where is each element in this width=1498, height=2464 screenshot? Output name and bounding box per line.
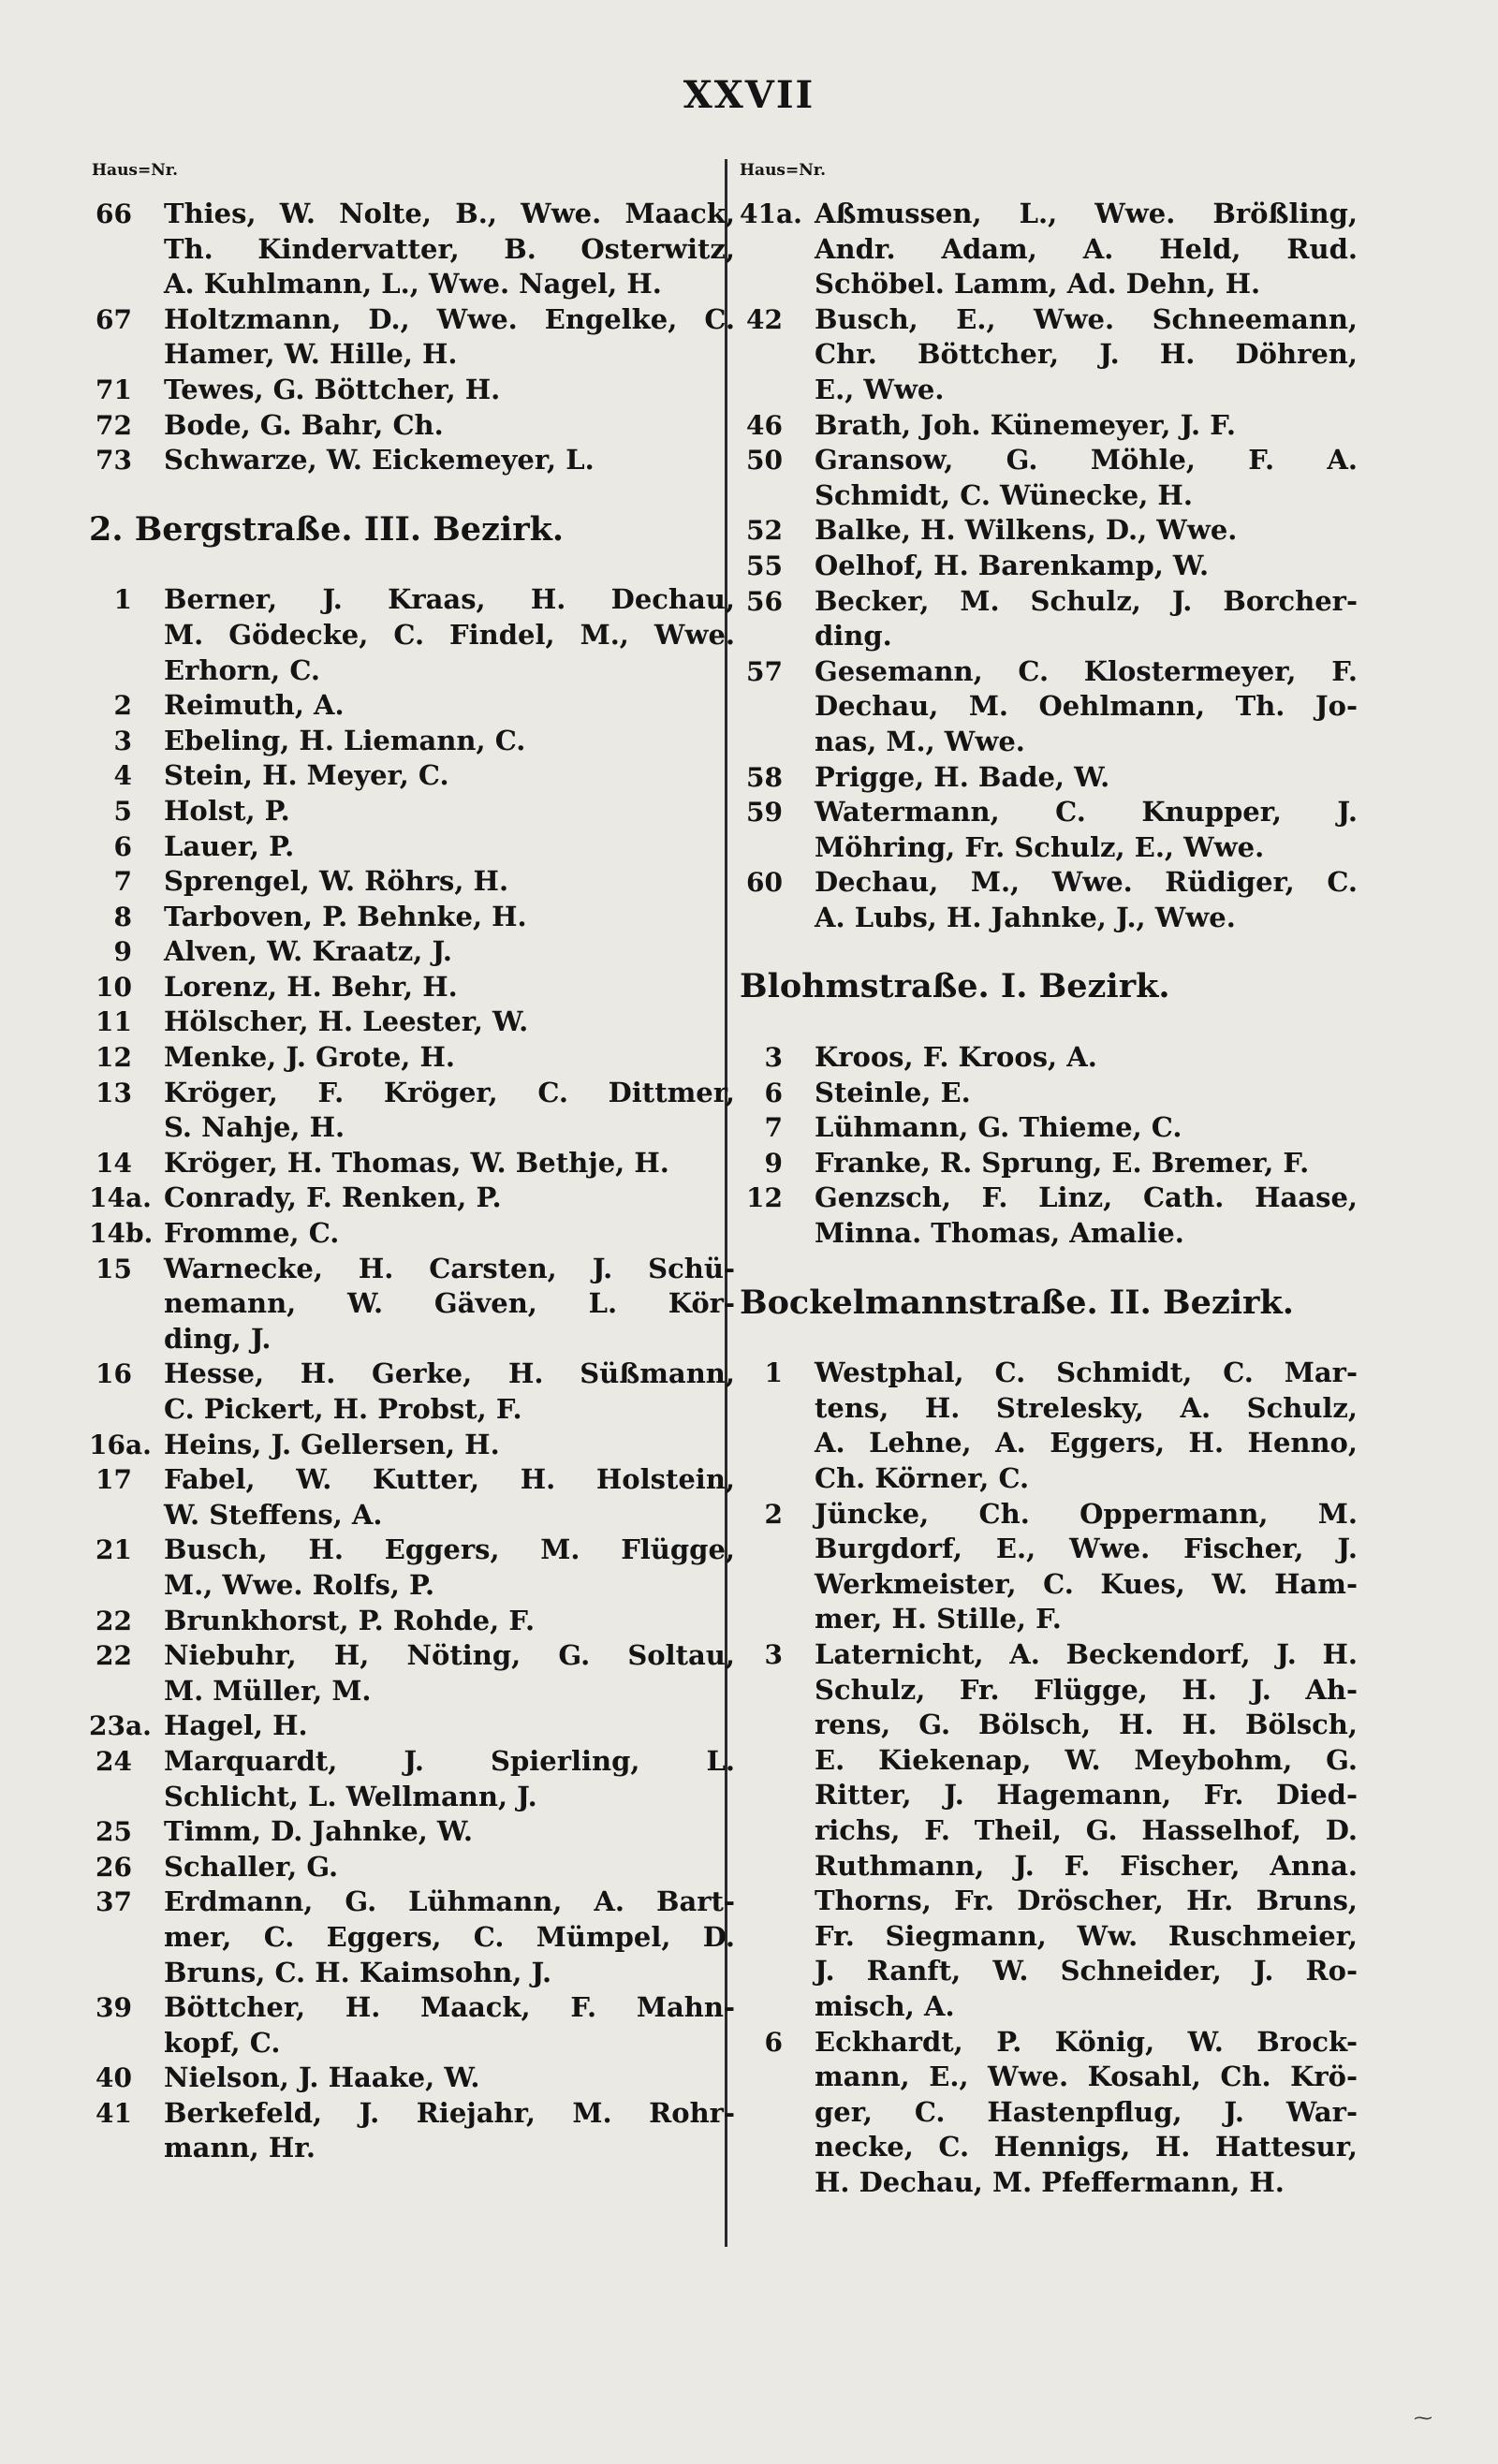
directory-entry — [740, 795, 1358, 865]
house-number: 9 — [764, 1147, 783, 1179]
directory-entry — [89, 302, 735, 373]
house-number: 8 — [113, 901, 132, 932]
house-number: 22 — [95, 1605, 132, 1636]
resident-names-line: Sprengel, W. Röhrs, H. — [164, 865, 509, 898]
resident-names-line: Timm, D. Jahnke, W. — [164, 1815, 474, 1848]
street-heading: Blohmstraße. I. Bezirk. — [740, 967, 1170, 1006]
house-number: 7 — [113, 866, 132, 898]
resident-names-line: Kröger, H. Thomas, W. Bethje, H. — [164, 1146, 669, 1179]
house-number: 21 — [95, 1534, 132, 1566]
resident-names-line: Gesemann, C. Klostermeyer, F. — [815, 654, 1358, 687]
page-edge-mark: ⁓ — [1414, 2406, 1432, 2428]
resident-names-line: Gransow, G. Möhle, F. A. — [815, 444, 1358, 477]
directory-entry — [89, 1533, 735, 1603]
resident-names-line: S. Nahje, H. — [164, 1111, 345, 1144]
house-number: 14a. — [89, 1182, 152, 1214]
directory-entry — [89, 688, 735, 724]
resident-names-line: Menke, J. Grote, H. — [164, 1041, 455, 1074]
resident-names-line: Hölscher, H. Leester, W. — [164, 1005, 529, 1038]
directory-entry — [740, 1040, 1358, 1076]
resident-names-line: Franke, R. Sprung, E. Bremer, F. — [815, 1146, 1310, 1179]
directory-entry — [89, 1814, 735, 1850]
resident-names-line: tens, H. Strelesky, A. Schulz, — [815, 1391, 1358, 1424]
resident-names-line: Conrady, F. Renken, P. — [164, 1181, 502, 1214]
resident-names-line: M. Müller, M. — [164, 1674, 372, 1707]
resident-names-line: Thies, W. Nolte, B., Wwe. Maack, — [164, 198, 735, 229]
house-number: 9 — [113, 936, 132, 968]
resident-names-line: Fabel, W. Kutter, H. Holstein, — [164, 1463, 735, 1496]
resident-names-line: Marquardt, J. Spierling, L. — [164, 1744, 735, 1777]
directory-entry — [89, 1216, 735, 1252]
resident-names-line: Dechau, M., Wwe. Rüdiger, C. — [815, 866, 1358, 899]
resident-names-line: misch, A. — [815, 1989, 955, 2022]
directory-entry — [740, 760, 1358, 796]
resident-names-line: Th. Kindervatter, B. Osterwitz, — [164, 232, 735, 265]
directory-entry — [89, 829, 735, 865]
directory-entry — [740, 197, 1358, 302]
resident-names-line: Balke, H. Wilkens, D., Wwe. — [815, 514, 1238, 547]
street-heading: 2. Bergstraße. III. Bezirk. — [89, 509, 565, 549]
directory-entry — [740, 1356, 1358, 1496]
resident-names-line: Aßmussen, L., Wwe. Brößling, — [815, 198, 1358, 229]
resident-names-line: nemann, W. Gäven, L. Kör- — [164, 1287, 735, 1320]
resident-names-line: W. Steffens, A. — [164, 1498, 383, 1531]
directory-entry — [89, 1462, 735, 1533]
house-number: 25 — [95, 1816, 132, 1848]
house-number: 5 — [113, 795, 132, 827]
house-number: 16 — [95, 1358, 132, 1390]
directory-entry — [89, 1638, 735, 1709]
street-heading: Bockelmannstraße. II. Bezirk. — [740, 1283, 1294, 1322]
resident-names-line: nas, M., Wwe. — [815, 725, 1025, 757]
resident-names-line: Ruthmann, J. F. Fischer, Anna. — [815, 1849, 1358, 1882]
directory-entry — [89, 1744, 735, 1814]
resident-names-line: Niebuhr, H, Nöting, G. Soltau, — [164, 1639, 735, 1672]
directory-entry — [89, 582, 735, 688]
resident-names-line: Ch. Körner, C. — [815, 1462, 1030, 1494]
resident-names-line: Reimuth, A. — [164, 689, 345, 722]
resident-names-line: ding, J. — [164, 1322, 272, 1355]
house-number: 41 — [95, 2097, 132, 2129]
house-number: 11 — [95, 1006, 132, 1038]
house-number: 3 — [113, 725, 132, 756]
house-number: 23a. — [89, 1710, 152, 1742]
house-number: 7 — [764, 1112, 783, 1144]
house-number: 59 — [746, 797, 783, 829]
house-number: 1 — [764, 1357, 783, 1389]
house-number: 1 — [113, 584, 132, 616]
directory-entry — [89, 2096, 735, 2166]
directory-entry — [89, 864, 735, 900]
resident-names-line: E. Kiekenap, W. Meybohm, G. — [815, 1743, 1358, 1776]
resident-names-line: rens, G. Bölsch, H. H. Bölsch, — [815, 1709, 1358, 1741]
directory-entry — [89, 934, 735, 970]
directory-entry — [740, 408, 1358, 444]
directory-entry — [89, 1850, 735, 1885]
resident-names-line: M., Wwe. Rolfs, P. — [164, 1568, 435, 1601]
house-number: 16a. — [89, 1429, 152, 1460]
resident-names-line: Becker, M. Schulz, J. Borcher- — [815, 584, 1358, 617]
house-number: 73 — [95, 445, 132, 477]
resident-names-line: Schmidt, C. Wünecke, H. — [815, 478, 1193, 511]
resident-names-line: Dechau, M. Oehlmann, Th. Jo- — [815, 690, 1358, 723]
house-number: 14 — [95, 1147, 132, 1179]
resident-names-line: Warnecke, H. Carsten, J. Schü- — [164, 1252, 735, 1284]
directory-entry — [740, 1181, 1358, 1251]
resident-names-line: Berner, J. Kraas, H. Dechau, — [164, 583, 735, 616]
directory-entry — [89, 970, 735, 1005]
house-number: 6 — [764, 1077, 783, 1108]
resident-names-line: Schlicht, L. Wellmann, J. — [164, 1780, 537, 1812]
resident-names-line: J. Ranft, W. Schneider, J. Ro- — [815, 1955, 1358, 1987]
house-number: 6 — [113, 830, 132, 862]
resident-names-line: Busch, H. Eggers, M. Flügge, — [164, 1533, 735, 1566]
resident-names-line: Alven, W. Kraatz, J. — [164, 935, 453, 968]
house-number: 58 — [746, 761, 783, 793]
house-number: 26 — [95, 1851, 132, 1883]
resident-names-line: Berkefeld, J. Riejahr, M. Rohr- — [164, 2096, 735, 2129]
house-number: 66 — [95, 198, 132, 229]
resident-names-line: Böttcher, H. Maack, F. Mahn- — [164, 1991, 735, 2024]
house-number: 67 — [95, 303, 132, 335]
resident-names-line: Thorns, Fr. Dröscher, Hr. Bruns, — [815, 1885, 1358, 1917]
resident-names-line: Prigge, H. Bade, W. — [815, 760, 1110, 793]
house-number: 6 — [764, 2026, 783, 2058]
resident-names-line: Holst, P. — [164, 794, 290, 827]
resident-names-line: mer, H. Stille, F. — [815, 1603, 1062, 1635]
directory-entry — [89, 1252, 735, 1357]
house-number: 46 — [746, 409, 783, 441]
resident-names-line: Chr. Böttcher, J. H. Döhren, — [815, 338, 1358, 371]
house-number: 56 — [746, 585, 783, 617]
resident-names-line: Fromme, C. — [164, 1217, 340, 1250]
resident-names-line: Genzsch, F. Linz, Cath. Haase, — [815, 1181, 1358, 1214]
house-number: 2 — [764, 1498, 783, 1530]
directory-entry — [740, 1637, 1358, 2025]
house-number: 3 — [764, 1042, 783, 1074]
resident-names-line: A. Lehne, A. Eggers, H. Henno, — [815, 1427, 1358, 1459]
directory-entry — [89, 1146, 735, 1181]
directory-entry — [89, 1604, 735, 1639]
resident-names-line: C. Pickert, H. Probst, F. — [164, 1393, 522, 1425]
resident-names-line: necke, C. Hennigs, H. Hattesur, — [815, 2131, 1358, 2163]
house-number: 52 — [746, 515, 783, 547]
resident-names-line: Kröger, F. Kröger, C. Dittmer, — [164, 1076, 735, 1108]
resident-names-line: Hamer, W. Hille, H. — [164, 338, 458, 371]
resident-names-line: Tewes, G. Böttcher, H. — [164, 373, 501, 405]
directory-entry — [89, 1885, 735, 1990]
house-number-header-left: Haus=Nr. — [92, 161, 179, 180]
resident-names-line: kopf, C. — [164, 2026, 281, 2059]
directory-entry — [740, 549, 1358, 584]
house-number: 60 — [746, 867, 783, 899]
directory-entry — [89, 758, 735, 794]
directory-entry — [740, 1497, 1358, 1637]
directory-entry — [740, 1076, 1358, 1111]
house-number: 14b. — [89, 1218, 154, 1250]
resident-names-line: Lorenz, H. Behr, H. — [164, 970, 458, 1003]
resident-names-line: ding. — [815, 620, 892, 653]
resident-names-line: Fr. Siegmann, Ww. Ruschmeier, — [815, 1919, 1358, 1952]
resident-names-line: ger, C. Hastenpflug, J. War- — [815, 2095, 1358, 2128]
house-number: 4 — [113, 760, 132, 792]
house-number: 2 — [113, 690, 132, 722]
resident-names-line: H. Dechau, M. Pfeffermann, H. — [815, 2165, 1285, 2198]
resident-names-line: Stein, H. Meyer, C. — [164, 759, 449, 792]
resident-names-line: richs, F. Theil, G. Hasselhof, D. — [815, 1813, 1358, 1846]
resident-names-line: Lauer, P. — [164, 829, 295, 862]
resident-names-line: Minna. Thomas, Amalie. — [815, 1217, 1184, 1250]
directory-entry — [89, 197, 735, 302]
resident-names-line: Laternicht, A. Beckendorf, J. H. — [815, 1637, 1358, 1670]
house-number: 57 — [746, 655, 783, 687]
resident-names-line: Schwarze, W. Eickemeyer, L. — [164, 444, 595, 477]
house-number: 24 — [95, 1745, 132, 1777]
house-number: 12 — [746, 1182, 783, 1214]
page-number: XXVII — [683, 73, 815, 117]
house-number: 55 — [746, 550, 783, 581]
directory-entry — [89, 1357, 735, 1427]
directory-entry — [740, 302, 1358, 408]
resident-names-line: Eckhardt, P. König, W. Brock- — [815, 2025, 1358, 2058]
resident-names-line: Tarboven, P. Behnke, H. — [164, 900, 527, 932]
left-column — [89, 197, 735, 2166]
resident-names-line: Schaller, G. — [164, 1850, 339, 1883]
directory-entry — [740, 1146, 1358, 1181]
directory-entry — [89, 724, 735, 759]
house-number: 13 — [95, 1077, 132, 1108]
resident-names-line: Nielson, J. Haake, W. — [164, 2061, 480, 2094]
resident-names-line: Werkmeister, C. Kues, W. Ham- — [815, 1567, 1358, 1600]
house-number: 17 — [95, 1464, 132, 1496]
resident-names-line: Holtzmann, D., Wwe. Engelke, C. — [164, 302, 735, 335]
directory-entry — [89, 1076, 735, 1146]
directory-entry — [740, 513, 1358, 549]
resident-names-line: mer, C. Eggers, C. Mümpel, D. — [164, 1920, 735, 1953]
resident-names-line: Oelhof, H. Barenkamp, W. — [815, 549, 1210, 581]
resident-names-line: M. Gödecke, C. Findel, M., Wwe. — [164, 618, 735, 651]
directory-entry — [89, 1040, 735, 1076]
resident-names-line: Kroos, F. Kroos, A. — [815, 1041, 1097, 1074]
house-number: 50 — [746, 445, 783, 477]
resident-names-line: Schulz, Fr. Flügge, H. J. Ah- — [815, 1673, 1358, 1706]
resident-names-line: Hagel, H. — [164, 1709, 308, 1742]
resident-names-line: Schöbel. Lamm, Ad. Dehn, H. — [815, 268, 1261, 301]
house-number: 42 — [746, 303, 783, 335]
directory-entry — [89, 1709, 735, 1744]
house-number: 71 — [95, 374, 132, 405]
directory-entry — [89, 373, 735, 408]
directory-entry — [89, 1990, 735, 2061]
resident-names-line: Erdmann, G. Lühmann, A. Bart- — [164, 1885, 735, 1918]
resident-names-line: mann, Hr. — [164, 2132, 316, 2164]
resident-names-line: Erhorn, C. — [164, 653, 321, 686]
resident-names-line: A. Kuhlmann, L., Wwe. Nagel, H. — [164, 268, 662, 301]
resident-names-line: Brunkhorst, P. Rohde, F. — [164, 1604, 536, 1636]
house-number: 12 — [95, 1042, 132, 1074]
resident-names-line: Brath, Joh. Künemeyer, J. F. — [815, 408, 1237, 441]
directory-entry — [740, 2025, 1358, 2201]
house-number-header-right: Haus=Nr. — [740, 161, 827, 180]
resident-names-line: Ebeling, H. Liemann, C. — [164, 724, 526, 756]
directory-entry — [89, 2061, 735, 2096]
house-number: 3 — [764, 1638, 783, 1670]
directory-entry — [740, 654, 1358, 760]
resident-names-line: Steinle, E. — [815, 1076, 971, 1108]
directory-entry — [89, 1005, 735, 1040]
directory-entry — [89, 1428, 735, 1463]
house-number: 10 — [95, 971, 132, 1003]
directory-entry — [89, 794, 735, 829]
resident-names-line: Möhring, Fr. Schulz, E., Wwe. — [815, 830, 1265, 863]
resident-names-line: E., Wwe. — [815, 373, 945, 405]
house-number: 37 — [95, 1886, 132, 1918]
house-number: 41a. — [740, 198, 802, 229]
resident-names-line: mann, E., Wwe. Kosahl, Ch. Krö- — [815, 2061, 1358, 2093]
directory-entry — [740, 584, 1358, 654]
house-number: 15 — [95, 1253, 132, 1284]
directory-entry — [740, 443, 1358, 513]
resident-names-line: Lühmann, G. Thieme, C. — [815, 1111, 1182, 1144]
directory-entry — [89, 443, 735, 478]
resident-names-line: Watermann, C. Knupper, J. — [815, 796, 1358, 829]
resident-names-line: Hesse, H. Gerke, H. Süßmann, — [164, 1357, 735, 1390]
resident-names-line: Ritter, J. Hagemann, Fr. Died- — [815, 1779, 1358, 1811]
directory-entry — [89, 408, 735, 444]
resident-names-line: A. Lubs, H. Jahnke, J., Wwe. — [815, 901, 1236, 933]
resident-names-line: Burgdorf, E., Wwe. Fischer, J. — [815, 1533, 1358, 1565]
resident-names-line: Busch, E., Wwe. Schneemann, — [815, 302, 1358, 335]
house-number: 40 — [95, 2062, 132, 2094]
house-number: 72 — [95, 409, 132, 441]
directory-entry — [740, 865, 1358, 935]
resident-names-line: Jüncke, Ch. Oppermann, M. — [815, 1497, 1358, 1530]
resident-names-line: Bruns, C. H. Kaimsohn, J. — [164, 1956, 552, 1988]
directory-entry — [89, 900, 735, 935]
resident-names-line: Andr. Adam, A. Held, Rud. — [815, 232, 1358, 265]
house-number: 39 — [95, 1992, 132, 2024]
resident-names-line: Bode, G. Bahr, Ch. — [164, 408, 444, 441]
directory-entry — [740, 1110, 1358, 1146]
resident-names-line: Heins, J. Gellersen, H. — [164, 1428, 500, 1460]
resident-names-line: Westphal, C. Schmidt, C. Mar- — [815, 1357, 1358, 1389]
house-number: 22 — [95, 1640, 132, 1672]
right-column — [740, 197, 1358, 2200]
directory-entry — [89, 1181, 735, 1216]
